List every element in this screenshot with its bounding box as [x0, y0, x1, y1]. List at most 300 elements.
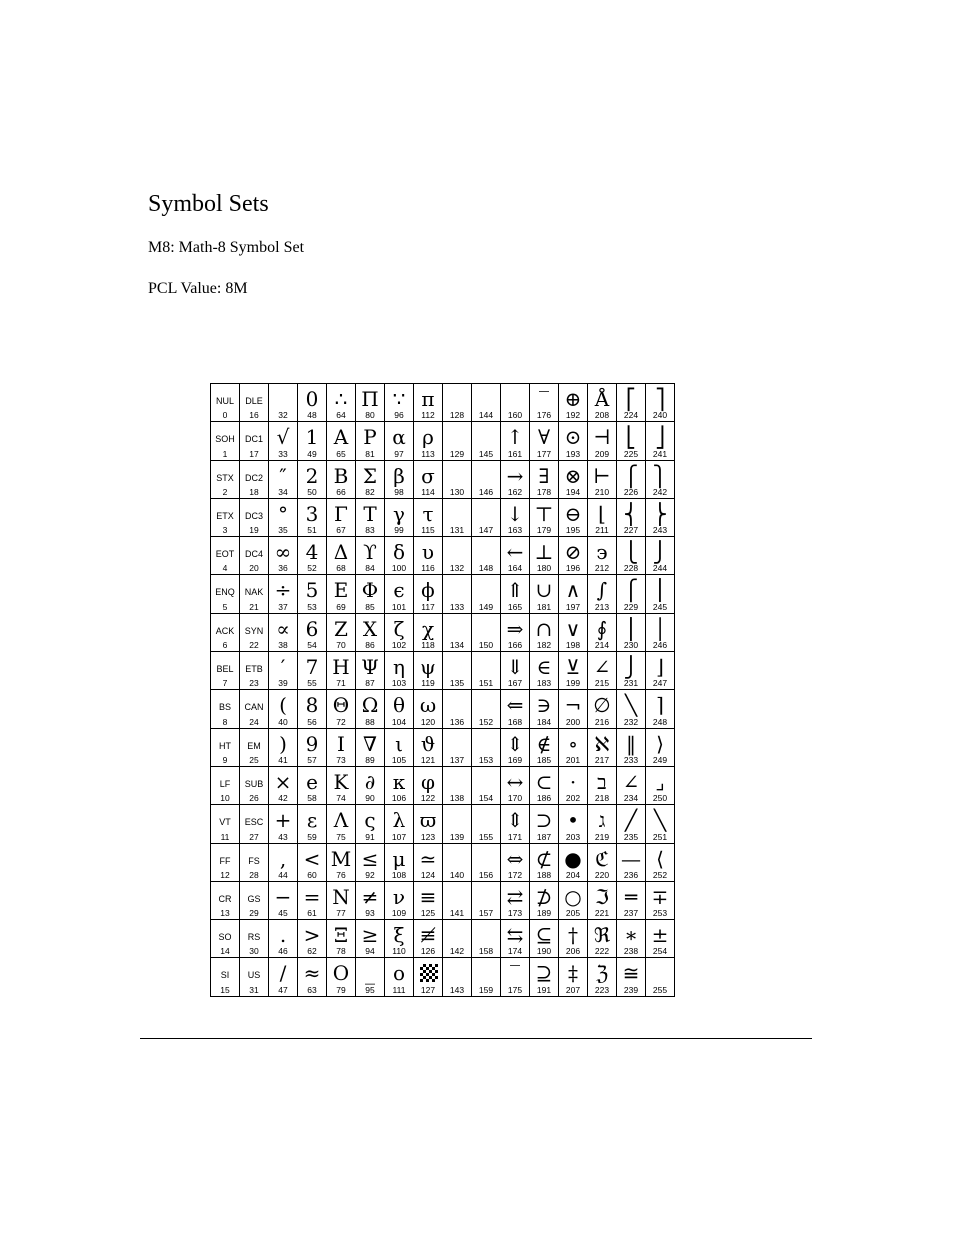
symbol-cell	[559, 652, 588, 690]
symbol-cell	[385, 537, 414, 575]
symbol-code: 75	[336, 831, 346, 842]
symbol-cell	[298, 537, 327, 575]
symbol-cell	[559, 537, 588, 575]
symbol-cell	[646, 805, 675, 843]
symbol-cell	[240, 461, 269, 499]
symbol-cell	[385, 575, 414, 613]
symbol-code: 213	[594, 601, 610, 612]
symbol-code: 21	[249, 601, 259, 612]
symbol-cell	[617, 652, 646, 690]
symbol-glyph: ∗	[624, 923, 638, 948]
symbol-cell	[501, 958, 530, 996]
symbol-cell	[646, 384, 675, 422]
symbol-cell	[559, 729, 588, 767]
symbol-code: 33	[278, 448, 288, 459]
symbol-code: 145	[478, 448, 494, 459]
symbol-code: 235	[623, 831, 639, 842]
symbol-cell	[443, 422, 472, 460]
symbol-glyph: ETX	[216, 510, 234, 521]
symbol-code: 176	[536, 410, 552, 421]
symbol-cell	[414, 537, 443, 575]
symbol-cell	[356, 882, 385, 920]
symbol-code: 221	[594, 908, 610, 919]
symbol-cell	[588, 461, 617, 499]
symbol-code: 96	[394, 410, 404, 421]
symbol-code: 109	[391, 908, 407, 919]
symbol-cell	[588, 575, 617, 613]
symbol-glyph: 2	[305, 463, 319, 488]
symbol-glyph: LF	[219, 778, 231, 789]
symbol-code: 177	[536, 448, 552, 459]
symbol-cell	[559, 767, 588, 805]
symbol-code: 6	[222, 640, 228, 651]
symbol-cell	[385, 805, 414, 843]
symbol-glyph: SUB	[244, 778, 264, 789]
symbol-code: 95	[365, 984, 375, 995]
symbol-code: 98	[394, 486, 404, 497]
symbol-code: 72	[336, 716, 346, 727]
symbol-code: 5	[222, 601, 228, 612]
symbol-cell	[559, 958, 588, 996]
symbol-cell	[617, 767, 646, 805]
symbol-cell	[617, 461, 646, 499]
symbol-code: 162	[507, 486, 523, 497]
symbol-glyph: K	[333, 769, 349, 794]
symbol-cell	[559, 614, 588, 652]
symbol-cell	[588, 882, 617, 920]
symbol-cell	[472, 920, 501, 958]
symbol-cell	[298, 729, 327, 767]
symbol-code: 44	[278, 869, 288, 880]
symbol-glyph: │	[653, 616, 667, 641]
symbol-cell	[501, 614, 530, 652]
symbol-code: 62	[307, 946, 317, 957]
symbol-code: 183	[536, 678, 552, 689]
symbol-glyph: 4	[305, 540, 319, 565]
symbol-glyph: O	[332, 961, 350, 986]
symbol-code: 91	[365, 831, 375, 842]
symbol-cell	[298, 461, 327, 499]
symbol-glyph: ╲	[653, 808, 667, 833]
symbol-cell	[269, 652, 298, 690]
symbol-code: 207	[565, 984, 581, 995]
symbol-glyph: ∃	[538, 463, 550, 488]
symbol-glyph: ⊇	[535, 961, 553, 986]
symbol-cell	[530, 958, 559, 996]
symbol-code: 148	[478, 563, 494, 574]
symbol-code: 182	[536, 640, 552, 651]
symbol-cell	[211, 537, 240, 575]
symbol-cell	[501, 652, 530, 690]
symbol-cell	[530, 614, 559, 652]
symbol-code: 42	[278, 793, 288, 804]
symbol-cell	[269, 499, 298, 537]
symbol-code: 214	[594, 640, 610, 651]
symbol-cell	[385, 767, 414, 805]
symbol-glyph: ⇔	[506, 846, 524, 871]
symbol-glyph: ∵	[392, 387, 406, 411]
symbol-code: 164	[507, 563, 523, 574]
symbol-cell	[211, 461, 240, 499]
symbol-code: 133	[449, 601, 465, 612]
symbol-cell	[443, 614, 472, 652]
symbol-cell	[298, 844, 327, 882]
symbol-glyph: ∩	[535, 616, 553, 641]
symbol-code: 229	[623, 601, 639, 612]
symbol-cell	[443, 805, 472, 843]
symbol-glyph: †	[568, 923, 578, 948]
symbol-code: 159	[478, 984, 494, 995]
symbol-code: 199	[565, 678, 581, 689]
symbol-glyph: ⊙	[564, 425, 582, 450]
symbol-code: 118	[421, 640, 435, 651]
symbol-glyph: A	[333, 425, 349, 450]
symbol-code: 134	[449, 640, 465, 651]
symbol-glyph: ±	[651, 923, 669, 948]
symbol-code: 77	[336, 908, 346, 919]
symbol-glyph: ⌟	[655, 769, 665, 794]
symbol-cell	[646, 461, 675, 499]
symbol-cell	[588, 920, 617, 958]
symbol-code: 92	[365, 869, 375, 880]
symbol-cell	[646, 690, 675, 728]
symbol-cell	[530, 575, 559, 613]
symbol-cell	[298, 805, 327, 843]
symbol-code: 173	[507, 908, 523, 919]
symbol-code: 97	[394, 448, 404, 459]
symbol-cell	[443, 461, 472, 499]
symbol-cell	[472, 422, 501, 460]
symbol-glyph: ‡	[568, 961, 578, 986]
symbol-glyph: FS	[248, 855, 260, 866]
symbol-glyph: χ	[421, 616, 435, 641]
symbol-glyph: ϑ	[420, 731, 436, 756]
symbol-cell	[646, 958, 675, 996]
symbol-cell	[646, 767, 675, 805]
symbol-code: 111	[392, 984, 406, 995]
symbol-glyph: Ψ	[361, 655, 379, 680]
symbol-glyph: (	[279, 693, 287, 718]
symbol-glyph: ℭ	[594, 846, 610, 871]
symbol-cell	[501, 767, 530, 805]
symbol-glyph: GS	[247, 893, 261, 904]
symbol-cell	[298, 920, 327, 958]
symbol-code: 89	[365, 754, 375, 765]
symbol-code: 151	[478, 678, 494, 689]
symbol-cell	[443, 575, 472, 613]
symbol-glyph: ⊆	[535, 923, 553, 948]
symbol-cell	[385, 844, 414, 882]
symbol-glyph: ↔	[506, 769, 524, 794]
symbol-code: 90	[365, 793, 375, 804]
symbol-code: 79	[336, 984, 346, 995]
symbol-glyph: θ	[392, 693, 406, 718]
symbol-glyph: ⊤	[534, 501, 554, 526]
symbol-cell	[211, 920, 240, 958]
symbol-code: 160	[507, 410, 523, 421]
symbol-glyph: DLE	[245, 396, 263, 406]
symbol-code: 245	[652, 601, 668, 612]
symbol-glyph: ⟨	[656, 846, 664, 871]
symbol-code: 250	[652, 793, 668, 804]
symbol-cell	[559, 461, 588, 499]
symbol-glyph: ζ	[393, 616, 405, 641]
symbol-glyph: ϶	[596, 540, 608, 565]
symbol-glyph: +	[274, 808, 292, 833]
symbol-glyph: SYN	[244, 625, 264, 636]
symbol-cell	[414, 920, 443, 958]
symbol-code: 237	[623, 908, 639, 919]
symbol-code: 15	[220, 984, 230, 995]
symbol-cell	[617, 384, 646, 422]
symbol-glyph: Z	[334, 616, 348, 641]
symbol-cell	[646, 499, 675, 537]
symbol-glyph: ⎣	[626, 425, 636, 450]
symbol-code: 248	[652, 716, 668, 727]
symbol-glyph: Λ	[333, 808, 349, 833]
symbol-code: 31	[249, 984, 259, 995]
symbol-cell	[356, 652, 385, 690]
symbol-code: 165	[507, 601, 523, 612]
symbol-glyph: ι	[395, 731, 403, 756]
symbol-cell	[356, 461, 385, 499]
symbol-glyph: ⇐	[506, 693, 524, 718]
symbol-code: 174	[507, 946, 523, 957]
symbol-cell	[385, 958, 414, 996]
symbol-glyph: √	[276, 425, 290, 450]
symbol-cell	[327, 461, 356, 499]
symbol-glyph: T	[363, 501, 377, 526]
symbol-code: 240	[652, 410, 668, 421]
symbol-code: 195	[565, 525, 581, 536]
symbol-cell	[269, 690, 298, 728]
symbol-cell	[327, 537, 356, 575]
symbol-glyph: −	[274, 884, 292, 909]
symbol-code: 231	[623, 678, 639, 689]
symbol-code: 48	[307, 410, 317, 421]
symbol-cell	[327, 729, 356, 767]
symbol-code: 86	[365, 640, 375, 651]
symbol-code: 29	[249, 908, 259, 919]
symbol-cell	[414, 729, 443, 767]
symbol-cell	[240, 844, 269, 882]
symbol-glyph: ⌉	[656, 693, 664, 718]
symbol-cell	[211, 882, 240, 920]
symbol-cell	[443, 767, 472, 805]
symbol-glyph: DC4	[244, 549, 263, 560]
symbol-code: 254	[652, 946, 668, 957]
symbol-glyph: ‾	[539, 387, 549, 411]
symbol-cell	[501, 844, 530, 882]
symbol-code: 212	[594, 563, 610, 574]
symbol-cell	[646, 537, 675, 575]
symbol-glyph: ∪	[535, 578, 553, 603]
symbol-glyph: ⎫	[652, 463, 668, 488]
symbol-glyph: Ξ	[333, 923, 349, 948]
symbol-cell	[356, 767, 385, 805]
symbol-glyph: ⎭	[623, 655, 639, 680]
symbol-code: 60	[307, 869, 317, 880]
symbol-glyph: ⇓	[506, 655, 524, 680]
symbol-cell	[211, 575, 240, 613]
symbol-glyph: Π	[361, 387, 379, 411]
symbol-cell	[240, 614, 269, 652]
symbol-code: 81	[365, 448, 375, 459]
symbol-cell	[240, 920, 269, 958]
symbol-cell	[501, 575, 530, 613]
symbol-glyph: •	[567, 808, 579, 833]
symbol-code: 8	[222, 716, 228, 727]
symbol-code: 66	[336, 486, 346, 497]
symbol-code: 227	[623, 525, 639, 536]
symbol-cell	[327, 958, 356, 996]
symbol-cell	[588, 652, 617, 690]
symbol-glyph: π	[421, 387, 435, 411]
symbol-code: 101	[391, 601, 407, 612]
symbol-glyph: BS	[218, 702, 231, 713]
symbol-code: 124	[420, 869, 436, 880]
symbol-code: 209	[594, 448, 610, 459]
symbol-glyph: ℵ	[594, 731, 610, 756]
symbol-code: 85	[365, 601, 375, 612]
symbol-cell	[385, 422, 414, 460]
symbol-code: 69	[336, 601, 346, 612]
symbol-glyph: ⇒	[506, 616, 524, 641]
symbol-cell	[240, 729, 269, 767]
symbol-glyph: Σ	[362, 463, 378, 488]
symbol-code: 10	[220, 793, 230, 804]
symbol-cell	[385, 384, 414, 422]
symbol-cell	[240, 575, 269, 613]
symbol-cell	[414, 767, 443, 805]
symbol-cell	[443, 844, 472, 882]
symbol-cell	[298, 384, 327, 422]
symbol-cell	[385, 882, 414, 920]
symbol-code: 163	[507, 525, 523, 536]
symbol-cell	[327, 690, 356, 728]
symbol-glyph: ∈	[536, 655, 552, 680]
symbol-code: 196	[565, 563, 581, 574]
symbol-glyph: ℨ	[595, 961, 609, 986]
symbol-glyph: ℜ	[593, 923, 611, 948]
symbol-cell	[559, 422, 588, 460]
symbol-glyph: ⊣	[593, 425, 611, 450]
symbol-glyph: ″	[279, 463, 287, 488]
symbol-glyph: 9	[305, 731, 319, 756]
symbol-glyph: SO	[218, 932, 232, 943]
symbol-glyph: <	[303, 846, 321, 871]
symbol-glyph: Φ	[361, 578, 379, 603]
symbol-code: 136	[449, 716, 465, 727]
symbol-glyph: ⎧	[623, 578, 639, 603]
symbol-code: 147	[478, 525, 494, 536]
symbol-code: 83	[365, 525, 375, 536]
symbol-cell	[501, 422, 530, 460]
symbol-cell	[414, 652, 443, 690]
symbol-glyph: ∇	[363, 731, 377, 756]
symbol-glyph: ⊅	[535, 884, 553, 909]
symbol-cell	[385, 920, 414, 958]
symbol-glyph: SI	[220, 970, 230, 981]
symbol-glyph: ⎤	[655, 387, 665, 411]
symbol-code: 47	[278, 984, 288, 995]
symbol-code: 112	[421, 410, 435, 421]
symbol-code: 239	[623, 984, 639, 995]
symbol-cell	[472, 958, 501, 996]
symbol-glyph: Ω	[361, 693, 379, 718]
symbol-code: 102	[391, 640, 407, 651]
symbol-code: 11	[220, 831, 230, 842]
symbol-code: 210	[594, 486, 610, 497]
symbol-cell	[298, 882, 327, 920]
symbol-glyph: ⊗	[564, 463, 582, 488]
symbol-glyph: Γ	[334, 501, 348, 526]
symbol-code: 202	[565, 793, 581, 804]
symbol-glyph: FF	[219, 855, 231, 866]
symbol-cell	[269, 614, 298, 652]
symbol-glyph: ⇕	[506, 808, 524, 833]
symbol-code: 154	[478, 793, 494, 804]
symbol-cell	[501, 729, 530, 767]
symbol-code: 194	[565, 486, 581, 497]
symbol-glyph: ÷	[274, 578, 292, 603]
symbol-cell	[443, 537, 472, 575]
symbol-code: 155	[478, 831, 494, 842]
symbol-code: 94	[365, 946, 375, 957]
symbol-cell	[617, 499, 646, 537]
symbol-glyph: ℑ	[595, 884, 609, 909]
symbol-code: 87	[365, 678, 375, 689]
symbol-code: 120	[420, 716, 436, 727]
symbol-glyph: >	[303, 923, 321, 948]
symbol-cell	[588, 958, 617, 996]
symbol-code: 241	[652, 448, 668, 459]
symbol-cell	[414, 882, 443, 920]
symbol-code: 185	[536, 754, 552, 765]
symbol-glyph: ≥	[361, 923, 379, 948]
symbol-cell	[327, 575, 356, 613]
symbol-glyph: ∓	[651, 884, 669, 909]
symbol-cell	[240, 690, 269, 728]
symbol-glyph: —	[621, 846, 641, 871]
symbol-code: 80	[365, 410, 375, 421]
symbol-cell	[356, 844, 385, 882]
symbol-code: 125	[420, 908, 436, 919]
symbol-code: 88	[365, 716, 375, 727]
symbol-code: 161	[507, 448, 523, 459]
symbol-code: 70	[336, 640, 346, 651]
symbol-cell	[269, 882, 298, 920]
symbol-cell	[414, 499, 443, 537]
symbol-code: 158	[478, 946, 494, 957]
symbol-cell	[501, 690, 530, 728]
symbol-code: 58	[307, 793, 317, 804]
symbol-code: 167	[507, 678, 523, 689]
symbol-glyph: ESC	[244, 817, 264, 828]
symbol-cell	[646, 575, 675, 613]
symbol-cell	[443, 920, 472, 958]
symbol-code: 37	[278, 601, 288, 612]
symbol-glyph: ↑	[506, 425, 524, 450]
symbol-code: 242	[652, 486, 668, 497]
symbol-cell	[501, 499, 530, 537]
symbol-code: 20	[249, 563, 259, 574]
symbol-code: 149	[478, 601, 494, 612]
symbol-code: 128	[449, 410, 465, 421]
symbol-cell	[501, 384, 530, 422]
symbol-code: 68	[336, 563, 346, 574]
symbol-code: 25	[249, 754, 259, 765]
